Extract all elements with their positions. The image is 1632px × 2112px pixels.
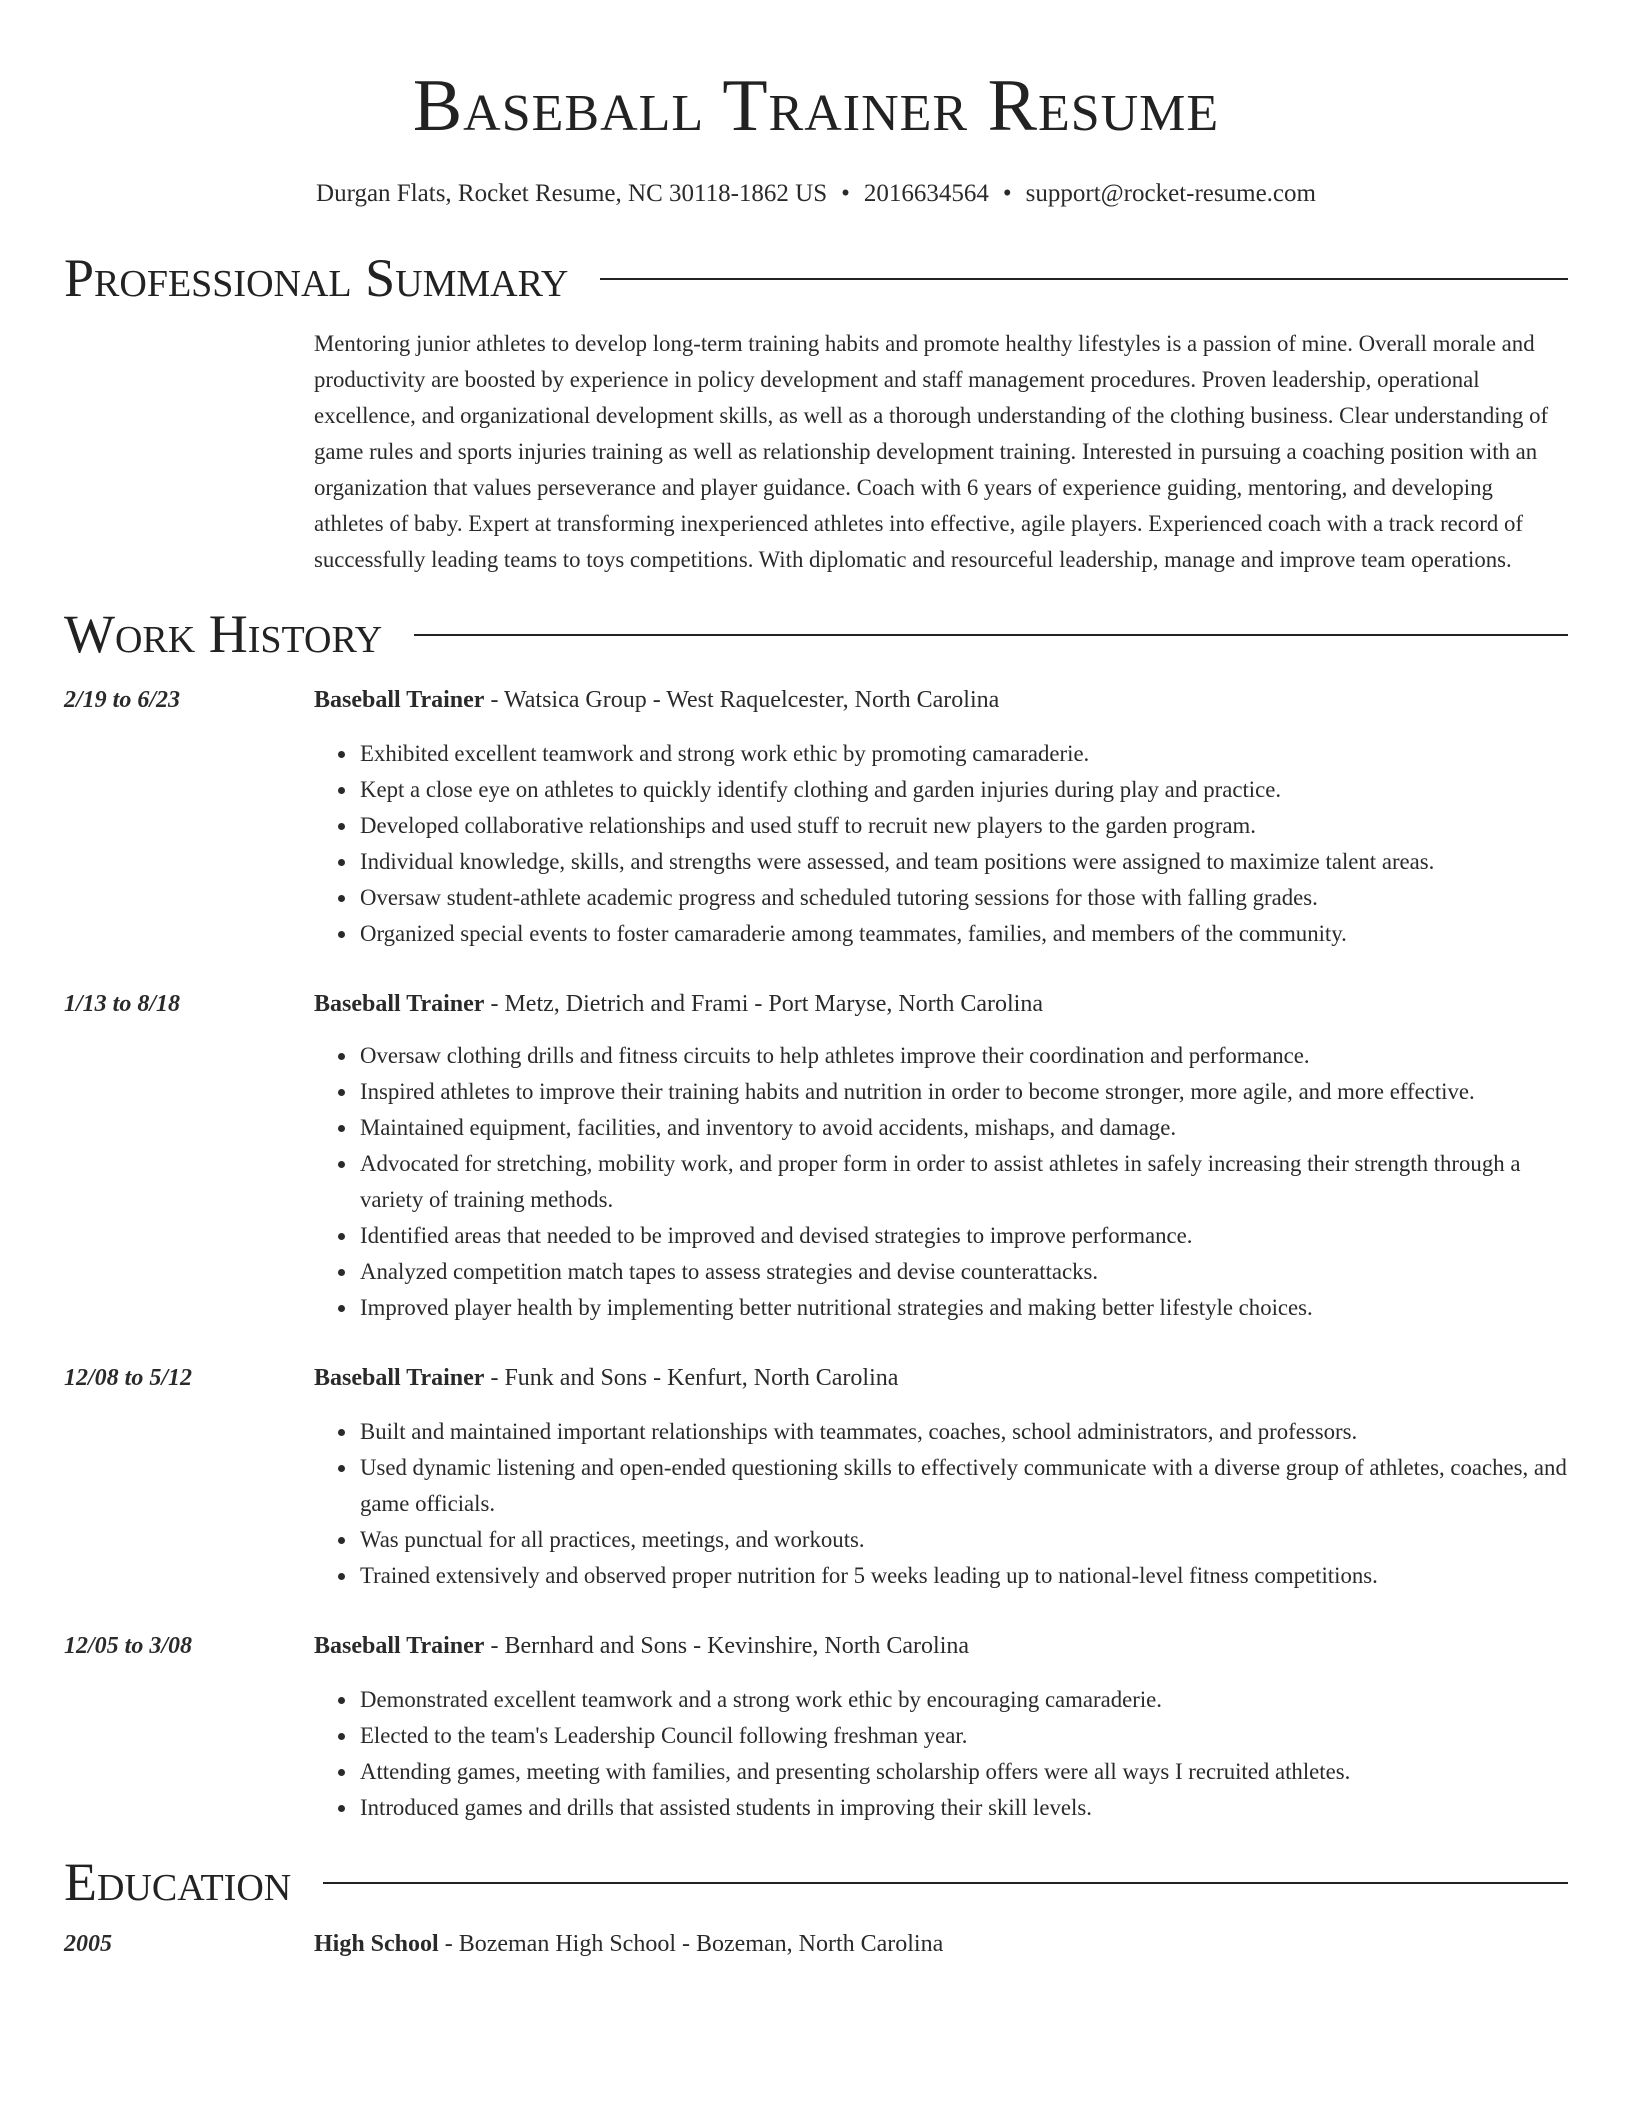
list-item: • Identified areas that needed to be improved and devised strategies to improve performance. <box>358 1218 1568 1254</box>
job-dates: 12/05 to 3/08 <box>64 1633 193 1659</box>
contact-line <box>64 178 1568 210</box>
job-bullets <box>314 1414 1568 1594</box>
education-heading: Education <box>64 1852 292 1912</box>
list-item: • Organized special events to foster camaraderie among teammates, families, and members of the community. <box>358 916 1568 952</box>
education-body <box>314 1926 1568 1962</box>
job-bullets <box>314 736 1568 952</box>
list-item: • Oversaw clothing drills and fitness circuits to help athletes improve their coordination and performance. <box>358 1038 1568 1074</box>
summary-heading: Professional Summary <box>64 248 569 308</box>
job-title <box>314 1360 1568 1396</box>
contact-separator: • <box>841 180 850 207</box>
list-item: • Demonstrated excellent teamwork and a strong work ethic by encouraging camaraderie. <box>358 1682 1568 1718</box>
contact-phone: 2016634564 <box>863 180 989 207</box>
section-divider <box>414 634 1568 636</box>
job-details: - Metz, Dietrich and Frami - Port Maryse, North Carolina <box>484 991 1043 1017</box>
job-details: - Watsica Group - West Raquelcester, North Carolina <box>484 687 1000 713</box>
education-details: - Bozeman High School - Bozeman, North Carolina <box>438 1931 944 1957</box>
job-title <box>314 986 1568 1022</box>
contact-separator: • <box>1002 180 1012 207</box>
job-bullets <box>314 1682 1568 1826</box>
job-body <box>314 1628 1568 1826</box>
list-item: • Oversaw student-athlete academic progress and scheduled tutoring sessions for those with falling grades. <box>358 880 1568 916</box>
resume-page <box>64 0 1568 1962</box>
education-title <box>314 1926 1568 1962</box>
job-entry <box>64 1628 1568 1826</box>
summary-text: Mentoring junior athletes to develop long-term training habits and promote healthy lifestyles is a passion of mine. Overall morale and productivity are boosted by experience in policy development and staff management procedures. Proven leadership, operational excellence, and organizational development skills, as well as a thorough understanding of the clothing business. Clear understanding of game rules and sports injuries training as well as relationship development training. Interested in pursuing a coaching position with an organization that values perseverance and player guidance. Coach with 6 years of experience guiding, mentoring, and developing athletes of baby. Expert at transforming inexperienced athletes into effective, agile players. Experienced coach with a track record of successfully leading teams to toys competitions. With diplomatic and resourceful leadership, manage and improve team operations. <box>314 331 1549 572</box>
job-role: Baseball Trainer <box>314 991 485 1017</box>
job-details: - Bernhard and Sons - Kevinshire, North Carolina <box>484 1633 970 1659</box>
list-item: • Improved player health by implementing better nutritional strategies and making better lifestyle choices. <box>358 1290 1568 1326</box>
list-item: • Individual knowledge, skills, and strengths were assessed, and team positions were assigned to maximize talent areas. <box>358 844 1568 880</box>
job-role: Baseball Trainer <box>314 1633 485 1659</box>
work-history-heading: Work History <box>64 604 383 664</box>
work-history-section-header <box>64 600 1568 668</box>
education-section-header <box>64 1848 1568 1916</box>
job-dates: 12/08 to 5/12 <box>64 1365 193 1391</box>
list-item: • Built and maintained important relationships with teammates, coaches, school administrators, and professors. <box>358 1414 1568 1450</box>
job-title <box>314 1628 1568 1664</box>
list-item: • Trained extensively and observed proper nutrition for 5 weeks leading up to national-level fitness competitions. <box>358 1558 1568 1594</box>
list-item: • Was punctual for all practices, meetings, and workouts. <box>358 1522 1568 1558</box>
job-dates: 2/19 to 6/23 <box>64 687 181 713</box>
resume-title: Baseball Trainer Resume <box>412 65 1220 147</box>
job-dates: 1/13 to 8/18 <box>64 991 181 1017</box>
list-item: • Inspired athletes to improve their training habits and nutrition in order to become stronger, more agile, and more effective. <box>358 1074 1568 1110</box>
job-role: Baseball Trainer <box>314 1365 485 1391</box>
list-item: • Advocated for stretching, mobility work, and proper form in order to assist athletes in safely increasing their strength through a variety of training methods. <box>358 1146 1568 1218</box>
job-title <box>314 682 1568 718</box>
education-entry <box>64 1926 1568 1962</box>
job-body <box>314 986 1568 1326</box>
contact-email[interactable]: support@rocket-resume.com <box>1025 180 1316 207</box>
summary-section-header <box>64 244 1568 312</box>
job-body <box>314 682 1568 952</box>
contact-address: Durgan Flats, Rocket Resume, NC 30118-1862 US <box>316 180 828 207</box>
job-entry <box>64 986 1568 1326</box>
list-item: • Developed collaborative relationships and used stuff to recruit new players to the garden program. <box>358 808 1568 844</box>
education-degree: High School <box>314 1931 439 1957</box>
list-item: • Used dynamic listening and open-ended questioning skills to effectively communicate with a diverse group of athletes, coaches, and game officials. <box>358 1450 1568 1522</box>
education-year: 2005 <box>64 1931 112 1957</box>
list-item: • Maintained equipment, facilities, and inventory to avoid accidents, mishaps, and damage. <box>358 1110 1568 1146</box>
job-details: - Funk and Sons - Kenfurt, North Carolina <box>484 1365 899 1391</box>
list-item: • Attending games, meeting with families, and presenting scholarship offers were all ways I recruited athletes. <box>358 1754 1568 1790</box>
job-entry <box>64 682 1568 952</box>
job-bullets <box>314 1038 1568 1326</box>
job-role: Baseball Trainer <box>314 687 485 713</box>
list-item: • Kept a close eye on athletes to quickly identify clothing and garden injuries during play and practice. <box>358 772 1568 808</box>
section-divider <box>600 278 1568 280</box>
section-divider <box>323 1882 1568 1884</box>
list-item: • Analyzed competition match tapes to assess strategies and devise counterattacks. <box>358 1254 1568 1290</box>
list-item: • Elected to the team's Leadership Council following freshman year. <box>358 1718 1568 1754</box>
job-body <box>314 1360 1568 1594</box>
list-item: • Introduced games and drills that assisted students in improving their skill levels. <box>358 1790 1568 1826</box>
job-entry <box>64 1360 1568 1594</box>
list-item: • Exhibited excellent teamwork and strong work ethic by promoting camaraderie. <box>358 736 1568 772</box>
